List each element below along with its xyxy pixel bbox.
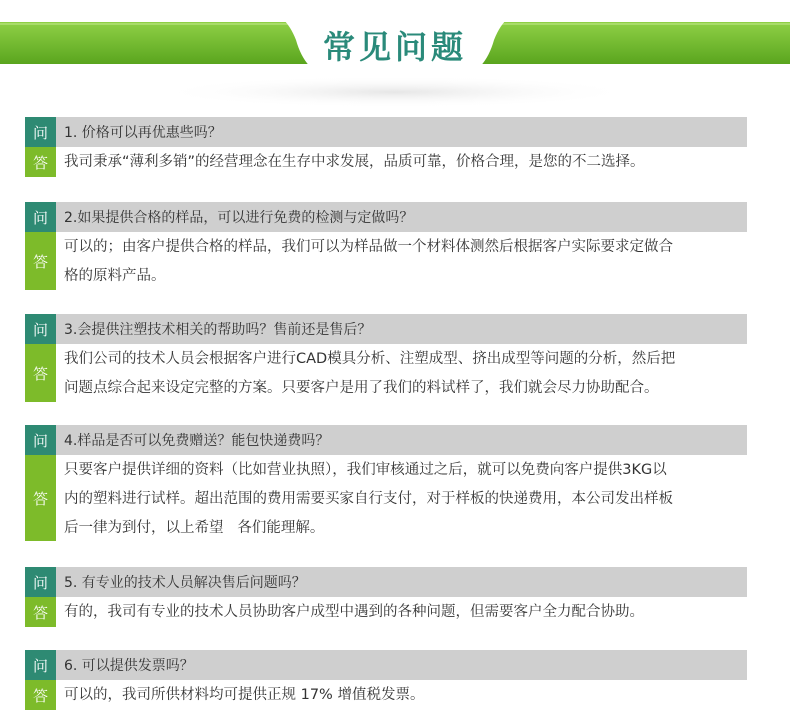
answer-badge: 答 [25, 680, 56, 710]
question-badge: 问 [25, 650, 56, 680]
answer-badge: 答 [25, 597, 56, 627]
question-badge: 问 [25, 314, 56, 344]
faq-item [25, 202, 747, 290]
question-badge: 问 [25, 117, 56, 147]
question-row [25, 314, 747, 344]
answer-row [25, 232, 747, 290]
question-badge: 问 [25, 425, 56, 455]
header-banner [0, 0, 790, 112]
question-text: 1. 价格可以再优惠些吗？ [56, 117, 747, 147]
question-row [25, 117, 747, 147]
question-text: 3.会提供注塑技术相关的帮助吗？售前还是售后？ [56, 314, 747, 344]
answer-row [25, 597, 747, 627]
answer-badge: 答 [25, 455, 56, 541]
answer-row [25, 455, 747, 541]
question-text: 5. 有专业的技术人员解决售后问题吗？ [56, 567, 747, 597]
page-title: 常见问题 [322, 28, 467, 66]
answer-badge: 答 [25, 232, 56, 290]
answer-text: 我们公司的技术人员会根据客户进行CAD模具分析、注塑成型、挤出成型等问题的分析，然后把 问题点综合起来设定完整的方案。只要客户是用了我们的料试样了，我们就会尽力协助配合。 [64, 351, 676, 396]
question-row [25, 202, 747, 232]
question-text: 2.如果提供合格的样品，可以进行免费的检测与定做吗？ [56, 202, 747, 232]
answer-row [25, 344, 747, 402]
question-text: 6. 可以提供发票吗？ [56, 650, 747, 680]
answer-text: 只要客户提供详细的资料（比如营业执照），我们审核通过之后，就可以免费向客户提供3KG以 内的塑料进行试样。超出范围的费用需要买家自行支付，对于样板的快递费用，本公司发出样板 后一律为到付，以上希望 各们能理解。 [64, 462, 673, 536]
question-text: 4.样品是否可以免费赠送？能包快递费吗？ [56, 425, 747, 455]
question-badge: 问 [25, 567, 56, 597]
question-row [25, 425, 747, 455]
faq-item [25, 567, 747, 627]
answer-text: 可以的；由客户提供合格的样品，我们可以为样品做一个材料体测然后根据客户实际要求定做合 格的原料产品。 [64, 239, 673, 284]
answer-text: 我司秉承“薄利多销”的经营理念在生存中求发展，品质可靠，价格合理，是您的不二选择。 [64, 154, 645, 170]
faq-item [25, 117, 747, 177]
faq-item [25, 314, 747, 402]
answer-text: 有的，我司有专业的技术人员协助客户成型中遇到的各种问题，但需要客户全力配合协助。 [64, 604, 644, 620]
answer-row [25, 680, 747, 710]
question-row [25, 567, 747, 597]
question-row [25, 650, 747, 680]
answer-badge: 答 [25, 344, 56, 402]
question-badge: 问 [25, 202, 56, 232]
faq-item [25, 650, 747, 710]
faq-item [25, 425, 747, 541]
answer-badge: 答 [25, 147, 56, 177]
answer-text: 可以的，我司所供材料均可提供正规 17% 增值税发票。 [64, 687, 425, 703]
answer-row [25, 147, 747, 177]
